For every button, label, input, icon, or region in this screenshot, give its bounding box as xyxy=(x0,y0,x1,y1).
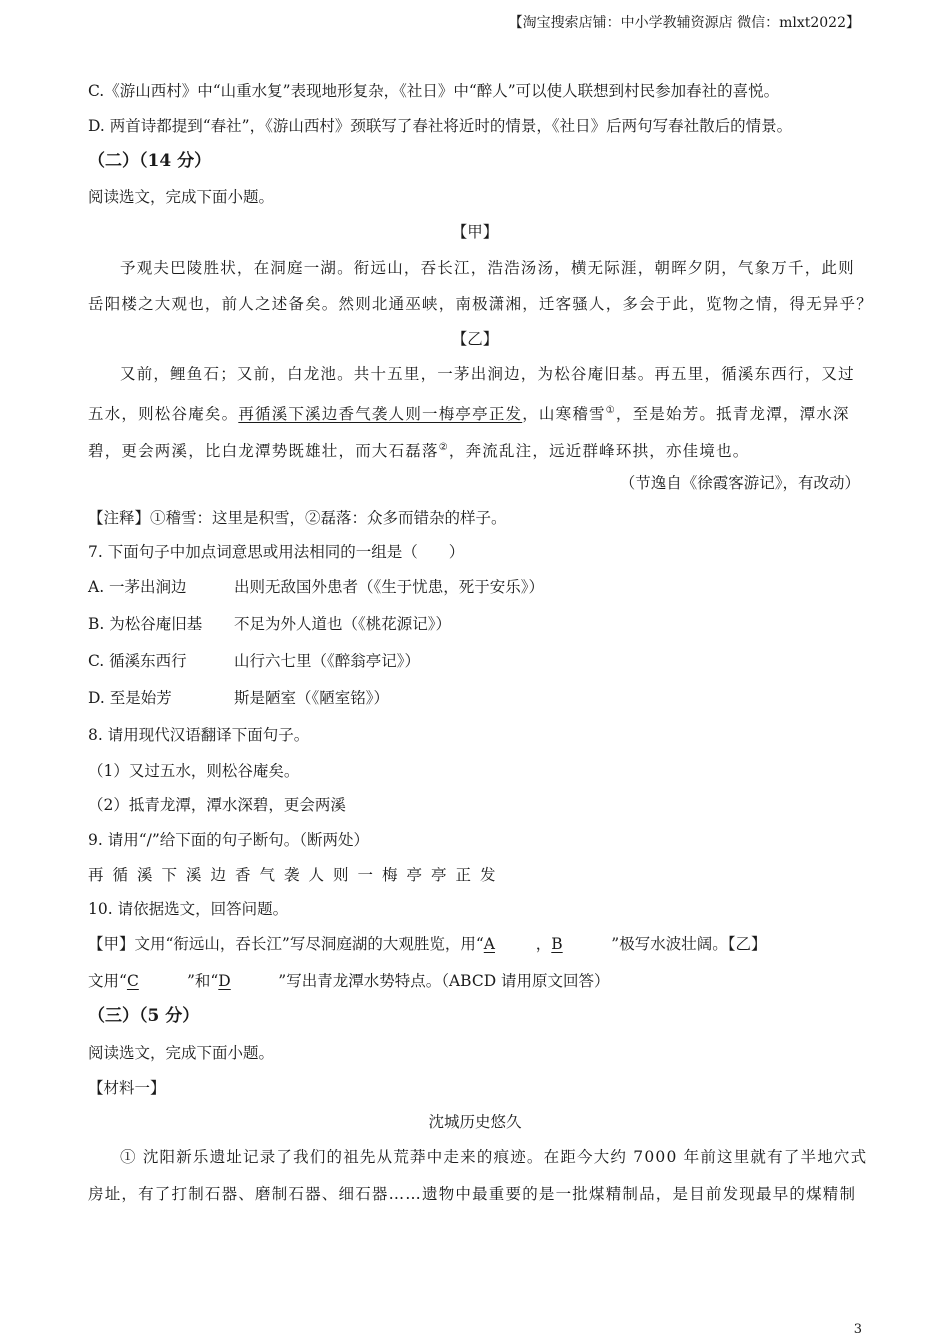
question-10-line-2: 文用“C ”和“D ”写出青龙潭水势特点。（ABCD 请用原文回答） xyxy=(88,972,610,990)
section3-instruction: 阅读选文，完成下面小题。 xyxy=(88,1044,275,1062)
material-1-title: 沈城历史悠久 xyxy=(428,1113,522,1131)
question-7-option-d: D. 至是始芳 斯是陋室（《陋室铭》） xyxy=(88,689,390,707)
section2-title: （二）（14 分） xyxy=(88,151,212,171)
question-10-line-1: 【甲】文用“衔远山，吞长江”写尽洞庭湖的大观胜览，用“A ，B ”极写水波壮阔。【乙】 xyxy=(88,935,767,953)
question-9-sentence: 再循溪下溪边香气袭人则一梅亭亭正发 xyxy=(88,866,505,884)
passage-jia-line-1: 予观夫巴陵胜状，在洞庭一湖。衔远山，吞长江，浩浩汤汤，横无际涯，朝晖夕阴，气象万千，此则 xyxy=(120,259,855,277)
section3-title: （三）（5 分） xyxy=(88,1006,200,1026)
question-7-option-b: B. 为松谷庵旧基 不足为外人道也（《桃花源记》） xyxy=(88,615,452,633)
question-7-stem: 7. 下面句子中加点词意思或用法相同的一组是（ ） xyxy=(88,543,465,561)
note-1-mark: ① xyxy=(605,405,616,416)
question-9-stem: 9. 请用“/”给下面的句子断句。（断两处） xyxy=(88,831,370,849)
passage-yi-line-2: 五水，则松谷庵矣。再循溪下溪边香气袭人则一梅亭亭正发，山寒稽雪①，至是始芳。抵青龙潭，潭水深 xyxy=(88,405,850,424)
question-7-option-c: C. 循溪东西行 山行六七里（《醉翁亭记》） xyxy=(88,652,421,670)
question-10-stem: 10. 请依据选文，回答问题。 xyxy=(88,900,289,918)
answer-blank-c[interactable]: C xyxy=(126,972,139,990)
passage-notes: 【注释】①稽雪：这里是积雪，②磊落：众多而错杂的样子。 xyxy=(88,509,507,527)
answer-blank-d[interactable]: D xyxy=(218,972,231,990)
question-8-stem: 8. 请用现代汉语翻译下面句子。 xyxy=(88,726,310,744)
passage-source: （节逸自《徐霞客游记》，有改动） xyxy=(619,474,860,492)
passage-yi-line-1: 又前，鲤鱼石；又前，白龙池。共十五里，一茅出涧边，为松谷庵旧基。再五里，循溪东西行，又过 xyxy=(120,365,855,383)
question-8-item-1: （1）又过五水，则松谷庵矣。 xyxy=(88,762,300,780)
section2-instruction: 阅读选文，完成下面小题。 xyxy=(88,188,275,206)
note-2-mark: ② xyxy=(438,442,449,453)
material-1-line-1: ① 沈阳新乐遗址记录了我们的祖先从荒莽中走来的痕迹。在距今大约 7000 年前这里就有了半地穴式 xyxy=(120,1148,868,1166)
page-header: 【淘宝搜索店铺：中小学教辅资源店 微信：mlxt2022】 xyxy=(508,15,860,31)
answer-blank-b[interactable]: B xyxy=(551,935,563,953)
underlined-sentence: 再循溪下溪边香气袭人则一梅亭亭正发 xyxy=(238,405,523,424)
passage-jia-line-2: 岳阳楼之大观也，前人之述备矣。然则北通巫峡，南极潇湘，迁客骚人，多会于此，览物之情，得无异乎？ xyxy=(88,295,873,313)
material-1-line-2: 房址，有了打制石器、磨制石器、细石器……遗物中最重要的是一批煤精制品，是目前发现最早的煤精制 xyxy=(88,1185,857,1203)
passage-jia-title: 【甲】 xyxy=(451,223,499,241)
question-7-option-a: A. 一茅出涧边 出则无敌国外患者（《生于忧患，死于安乐》） xyxy=(88,578,545,596)
poem-option-c: C.《游山西村》中“山重水复”表现地形复杂，《社日》中“醉人”可以使人联想到村民参加春社的喜悦。 xyxy=(88,82,780,100)
passage-yi-line-3: 碧，更会两溪，比白龙潭势既雄壮，而大石磊落②，奔流乱注，远近群峰环拱，亦佳境也。 xyxy=(88,442,750,461)
material-1-label: 【材料一】 xyxy=(88,1079,166,1097)
passage-yi-title: 【乙】 xyxy=(451,330,499,348)
page-number: 3 xyxy=(853,1322,862,1337)
question-8-item-2: （2）抵青龙潭，潭水深碧，更会两溪 xyxy=(88,796,346,814)
answer-blank-a[interactable]: A xyxy=(483,935,495,953)
poem-option-d: D. 两首诗都提到“春社”，《游山西村》颈联写了春社将近时的情景，《社日》后两句写春社散后的情景。 xyxy=(88,117,793,135)
